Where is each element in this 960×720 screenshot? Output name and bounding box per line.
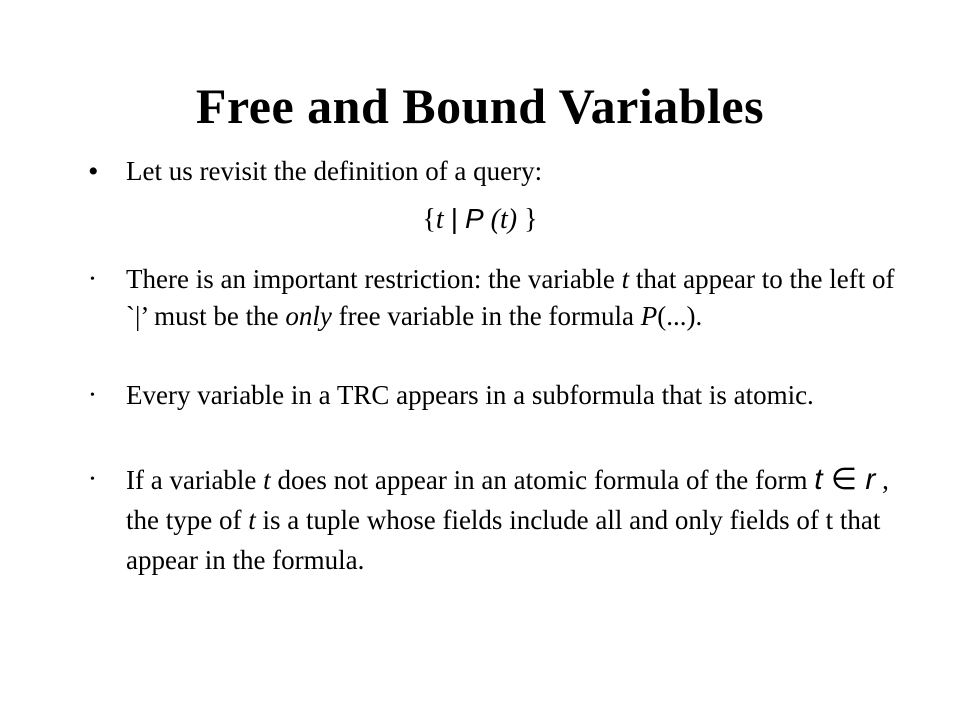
text-run: There is an important restriction: the variable bbox=[126, 264, 622, 294]
text-run: If a variable bbox=[126, 465, 264, 495]
bullet-text bbox=[126, 460, 906, 580]
bullet-marker: • bbox=[90, 272, 95, 287]
formula-predicate: P bbox=[464, 203, 484, 234]
text-run: does not appear in an atomic formula of the form bbox=[270, 465, 815, 495]
bullet-marker: • bbox=[88, 155, 99, 188]
slide-title: Free and Bound Variables bbox=[195, 78, 765, 134]
formula-argument: (t) bbox=[490, 204, 518, 235]
text-run: (...). bbox=[657, 301, 703, 331]
bullet-text: Every variable in a TRC appears in a subformula that is atomic. bbox=[126, 380, 814, 410]
text-run-italic: P bbox=[640, 301, 658, 331]
bullet-text bbox=[126, 261, 906, 335]
text-run-italic: only bbox=[285, 301, 332, 331]
query-formula bbox=[0, 201, 960, 238]
membership-expression: t ∈ r bbox=[814, 463, 876, 496]
formula-separator: | bbox=[450, 203, 458, 234]
formula-open-brace: { bbox=[422, 204, 436, 235]
text-run-italic: t bbox=[621, 264, 630, 294]
bullet-text: Let us revisit the definition of a query: bbox=[126, 156, 543, 186]
text-run: that appear to the left of `|’ must be the bbox=[126, 264, 895, 331]
text-run: , the type of bbox=[126, 465, 889, 535]
text-run: free variable in the formula bbox=[331, 301, 641, 331]
text-run: is a tuple whose fields include all and only fields of t that appear in the formula. bbox=[126, 505, 881, 575]
text-run-italic: t bbox=[248, 505, 256, 535]
bullet-marker: • bbox=[90, 472, 95, 487]
formula-var: t bbox=[435, 204, 444, 235]
bullet-marker: • bbox=[90, 388, 95, 403]
text-run-italic: t bbox=[263, 465, 271, 495]
formula-close-brace: } bbox=[524, 204, 538, 235]
